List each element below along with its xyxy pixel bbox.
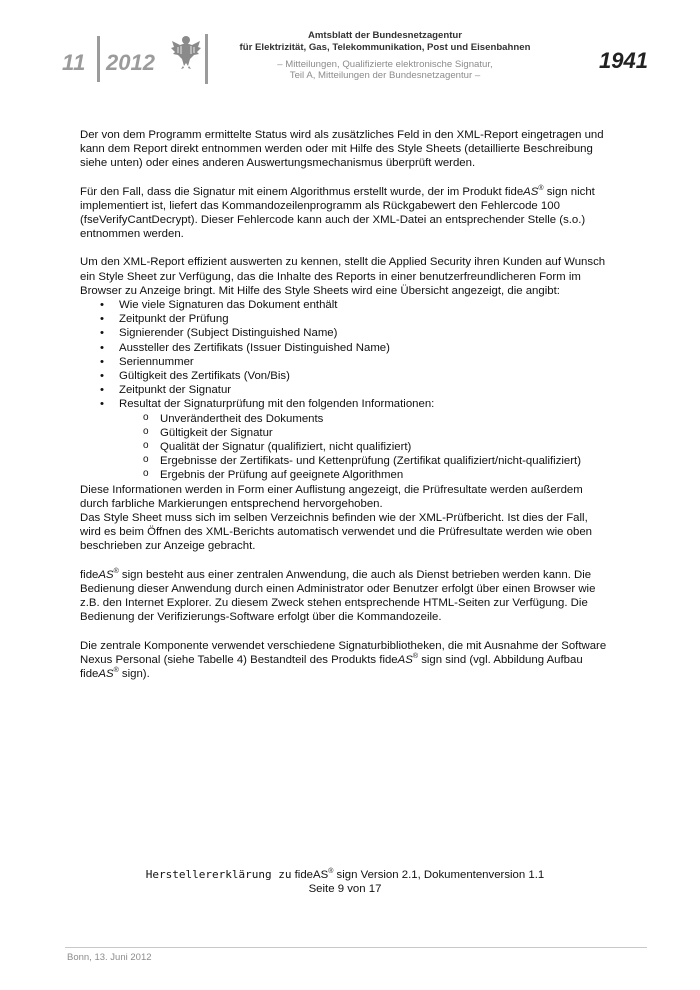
issue-number: 11 xyxy=(62,50,86,75)
paragraph: Der von dem Programm ermittelte Status wird als zusätzliches Feld in den XML-Report eingetragen und kann dem Report direkt entnommen werden oder mit Hilfe des Style Sheets (detaillierte Beschreibung siehe unten) oder eines anderen Auswertungsmechanismus überprüft werden. xyxy=(80,129,604,170)
paragraph xyxy=(80,639,610,682)
brand-as: AS xyxy=(98,568,114,581)
brand-as: AS xyxy=(313,869,329,881)
list-item: • Gültigkeit des Zertifikats (Von/Bis) xyxy=(80,369,610,383)
page-number: 1941 xyxy=(599,48,648,73)
brand-as: AS xyxy=(397,653,413,666)
sub-list-item-text: Ergebnisse der Zertifikats- und Kettenprüfung (Zertifikat qualifiziert/nicht-qualifiziert) xyxy=(160,455,582,468)
text: sign besteht aus einer zentralen Anwendung, die auch als Dienst betrieben werden kann. Die Bedienung dieser Anwendung durch einen Administrator oder Benutzer erfolgt über einen Browser wie z.B. den Internet Explorer. Zu diesem Zweck stehen entsprechende HTML-Seiten zur Verfügung. Die Bedienung der Verifizierungs-Software erfolgt über die Kommandozeile. xyxy=(80,568,596,624)
list-item-text: Resultat der Signaturprüfung mit den folgenden Informationen: xyxy=(119,398,435,411)
header-divider xyxy=(205,34,208,84)
registered-mark: ® xyxy=(412,652,419,660)
gazette-subtitle-line: – Mitteilungen, Qualifizierte elektronische Signatur, xyxy=(277,59,493,70)
text: sign sind (vgl. Abbildung Aufbau fide xyxy=(80,653,583,680)
footer-text: sign Version 2.1, Dokumentenversion 1.1 xyxy=(333,869,545,881)
list-item: • Seriennummer xyxy=(80,355,610,369)
document-body xyxy=(80,128,610,695)
text: sign). xyxy=(118,667,150,680)
gazette-title xyxy=(215,30,555,54)
gazette-title-line: Amtsblatt der Bundesnetzagentur xyxy=(307,30,463,41)
footer-text: Herstellererklärung zu xyxy=(145,868,292,881)
registered-mark: ® xyxy=(328,868,334,875)
registered-mark: ® xyxy=(113,666,119,674)
paragraph: Das Style Sheet muss sich im selben Verzeichnis befinden wie der XML-Prüfbericht. Ist dies der Fall, wird es beim Öffnen des XML-Berichts automatisch verwendet und die Prüfresultate werden wie oben beschrieben zur Anzeige gebracht. xyxy=(80,512,593,553)
sub-list-item-text: Ergebnis der Prüfung auf geeignete Algorithmen xyxy=(160,469,404,482)
list-item: • Zeitpunkt der Signatur xyxy=(80,383,610,397)
gazette-subtitle xyxy=(215,59,555,81)
text: fide xyxy=(80,568,99,581)
list-item xyxy=(80,397,610,482)
footer-text: fide xyxy=(291,869,313,881)
document-footer xyxy=(80,868,610,896)
sub-list-item xyxy=(80,468,610,482)
sub-bullet-list xyxy=(119,412,610,483)
registered-mark: ® xyxy=(113,567,119,575)
paragraph: Um den XML-Report effizient auswerten zu kennen, stellt die Applied Security ihren Kunden auf Wunsch ein Style Sheet zur Verfügung, das die Inhalte des Reports in einer benutzerfreundlicheren Form im Browser zu Anzeige bringt. Mit Hilfe des Style Sheets wird eine Übersicht angezeigt, die angibt: xyxy=(80,256,606,297)
bullet-list xyxy=(80,298,610,483)
sub-list-item xyxy=(80,440,610,454)
sub-list-item-text: Gültigkeit der Signatur xyxy=(160,426,273,439)
sub-list-item-text: Unverändertheit des Dokuments xyxy=(160,412,324,425)
brand-as: AS xyxy=(523,185,539,198)
paragraph xyxy=(80,185,610,242)
header-divider xyxy=(97,36,100,82)
registered-mark: ® xyxy=(538,184,544,192)
federal-eagle-icon xyxy=(170,33,202,69)
sub-list-item xyxy=(80,454,610,468)
text: Die zentrale Komponente verwendet verschiedene Signaturbibliotheken, die mit Ausnahme der Software Nexus Personal (siehe Tabelle 4) Bestandteil des Produkts fide xyxy=(80,639,607,666)
footer-rule xyxy=(65,947,647,948)
issue-year: 2012 xyxy=(106,50,155,75)
gazette-subtitle-line: Teil A, Mitteilungen der Bundesnetzagentur – xyxy=(289,70,481,81)
text: Für den Fall, dass die Signatur mit einem Algorithmus erstellt wurde, der im Produkt fide xyxy=(80,185,524,198)
gazette-title-line: für Elektrizität, Gas, Telekommunikation, Post und Eisenbahnen xyxy=(239,42,531,53)
list-item: • Aussteller des Zertifikats (Issuer Distinguished Name) xyxy=(80,341,610,355)
list-item: • Signierender (Subject Distinguished Name) xyxy=(80,326,610,340)
list-item: • Wie viele Signaturen das Dokument enthält xyxy=(80,298,610,312)
page-counter: Seite 9 von 17 xyxy=(308,883,382,895)
paragraph xyxy=(80,568,610,625)
sub-list-item xyxy=(80,412,610,426)
footer-title xyxy=(80,868,610,882)
text: sign nicht implementiert ist, liefert das Kommandozeilenprogramm als Rückgabewert den Fehlercode 100 (fseVerifyCantDecrypt). Dieser Fehlercode kann auch der XML-Datei an entsprechender Stelle (s.o.) entnommen werden. xyxy=(80,185,595,241)
publication-date: Bonn, 13. Juni 2012 xyxy=(67,952,152,963)
sub-list-item-text: Qualität der Signatur (qualifiziert, nicht qualifiziert) xyxy=(160,441,412,454)
list-item: • Zeitpunkt der Prüfung xyxy=(80,312,610,326)
sub-list-item xyxy=(80,426,610,440)
brand-as: AS xyxy=(98,667,114,680)
paragraph: Diese Informationen werden in Form einer Auflistung angezeigt, die Prüfresultate werden außerdem durch farbliche Markierungen entsprechend hervorgehoben. xyxy=(80,483,583,510)
